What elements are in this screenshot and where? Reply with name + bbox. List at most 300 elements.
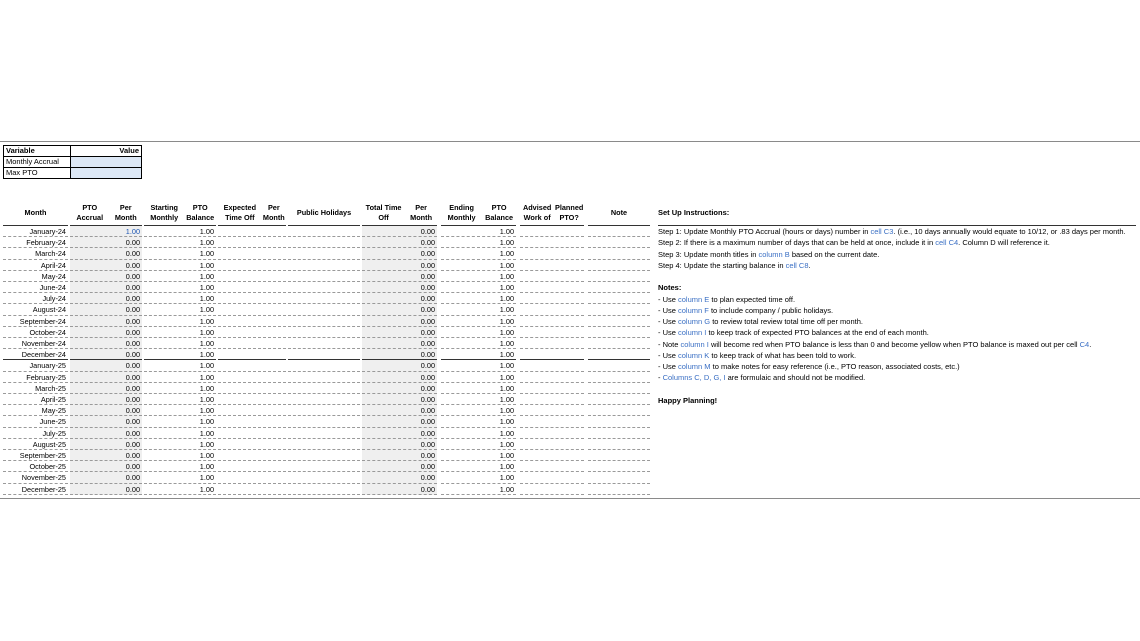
- cell-total-time-off[interactable]: 0.00: [362, 327, 437, 338]
- table-row: [0, 439, 650, 450]
- cell-expected-time-off[interactable]: [218, 237, 286, 248]
- cell-pto-accrual[interactable]: 1.00: [70, 226, 142, 237]
- instruction-text: to make notes for easy reference (i.e., PTO reason, associated costs, etc.): [710, 362, 960, 371]
- header-text: Month: [24, 207, 47, 217]
- cell-total-time-off[interactable]: 0.00: [362, 226, 437, 237]
- cell-advised-work[interactable]: [520, 461, 584, 472]
- cell-ending-balance[interactable]: 1.00: [441, 372, 516, 383]
- cell-pto-accrual[interactable]: 0.00: [70, 461, 142, 472]
- cell-ending-balance[interactable]: 1.00: [441, 360, 516, 371]
- cell-note[interactable]: [588, 439, 650, 450]
- cell-starting-balance[interactable]: 1.00: [144, 237, 216, 248]
- cell-ending-balance[interactable]: 1.00: [441, 450, 516, 461]
- cell-reference: column M: [678, 362, 711, 371]
- cell-ending-balance[interactable]: 1.00: [441, 304, 516, 315]
- cell-ending-balance[interactable]: 1.00: [441, 394, 516, 405]
- cell-advised-work[interactable]: [520, 360, 584, 371]
- cell-pto-accrual[interactable]: 0.00: [70, 338, 142, 349]
- note-line-6: [658, 350, 1138, 361]
- cell-total-time-off[interactable]: 0.00: [362, 282, 437, 293]
- cell-starting-balance[interactable]: 1.00: [144, 282, 216, 293]
- cell-month[interactable]: September-25: [3, 450, 68, 461]
- header-total-time-off: [362, 200, 437, 225]
- cell-total-time-off[interactable]: 0.00: [362, 372, 437, 383]
- cell-month[interactable]: December-24: [3, 349, 68, 360]
- note-line-7: [658, 361, 1138, 372]
- cell-ending-balance[interactable]: 1.00: [441, 316, 516, 327]
- cell-note[interactable]: [588, 327, 650, 338]
- cell-public-holidays[interactable]: [288, 394, 360, 405]
- cell-expected-time-off[interactable]: [218, 484, 286, 495]
- monthly-accrual-label: Monthly Accrual: [4, 157, 71, 168]
- cell-advised-work[interactable]: [520, 316, 584, 327]
- cell-note[interactable]: [588, 248, 650, 259]
- cell-total-time-off[interactable]: 0.00: [362, 304, 437, 315]
- cell-expected-time-off[interactable]: [218, 293, 286, 304]
- table-row: [0, 260, 650, 271]
- cell-pto-accrual[interactable]: 0.00: [70, 394, 142, 405]
- cell-ending-balance[interactable]: 1.00: [441, 282, 516, 293]
- cell-advised-work[interactable]: [520, 484, 584, 495]
- cell-ending-balance[interactable]: 1.00: [441, 327, 516, 338]
- cell-public-holidays[interactable]: [288, 439, 360, 450]
- cell-pto-accrual[interactable]: 0.00: [70, 450, 142, 461]
- cell-expected-time-off[interactable]: [218, 316, 286, 327]
- cell-advised-work[interactable]: [520, 394, 584, 405]
- cell-reference: column B: [758, 249, 790, 259]
- cell-starting-balance[interactable]: 1.00: [144, 472, 216, 483]
- table-row: [0, 484, 650, 495]
- cell-ending-balance[interactable]: 1.00: [441, 248, 516, 259]
- cell-pto-accrual[interactable]: 0.00: [70, 383, 142, 394]
- header-text: Advised Work of: [522, 202, 552, 222]
- cell-month[interactable]: July-25: [3, 428, 68, 439]
- instruction-text: .: [1089, 339, 1092, 349]
- cell-month[interactable]: August-25: [3, 439, 68, 450]
- cell-advised-work[interactable]: [520, 260, 584, 271]
- cell-public-holidays[interactable]: [288, 260, 360, 271]
- cell-ending-balance[interactable]: 1.00: [441, 484, 516, 495]
- cell-advised-work[interactable]: [520, 472, 584, 483]
- cell-total-time-off[interactable]: 0.00: [362, 439, 437, 450]
- note-line-3: [658, 316, 1138, 327]
- instruction-text: Step 4: Update the starting balance in: [658, 260, 786, 270]
- cell-reference: Columns C, D, G, I: [662, 373, 726, 383]
- step-line-3: [658, 249, 1138, 260]
- cell-public-holidays[interactable]: [288, 416, 360, 427]
- cell-public-holidays[interactable]: [288, 293, 360, 304]
- cell-note[interactable]: [588, 226, 650, 237]
- cell-expected-time-off[interactable]: [218, 226, 286, 237]
- cell-note[interactable]: [588, 372, 650, 383]
- cell-advised-work[interactable]: [520, 428, 584, 439]
- header-text: Ending Monthly: [447, 202, 476, 222]
- cell-public-holidays[interactable]: [288, 237, 360, 248]
- cell-public-holidays[interactable]: [288, 484, 360, 495]
- cell-month[interactable]: April-24: [3, 260, 68, 271]
- cell-expected-time-off[interactable]: [218, 349, 286, 360]
- cell-starting-balance[interactable]: 1.00: [144, 383, 216, 394]
- header-ending-balance: [441, 200, 516, 225]
- cell-advised-work[interactable]: [520, 372, 584, 383]
- cell-ending-balance[interactable]: 1.00: [441, 271, 516, 282]
- note-line-1: [658, 294, 1138, 305]
- cell-total-time-off[interactable]: 0.00: [362, 248, 437, 259]
- instructions-title: Set Up Instructions:: [658, 208, 730, 217]
- instruction-text: to keep track of expected PTO balances at the end of each month.: [706, 328, 929, 338]
- max-pto-input[interactable]: [71, 168, 142, 179]
- cell-starting-balance[interactable]: 1.00: [144, 260, 216, 271]
- cell-pto-accrual[interactable]: 0.00: [70, 349, 142, 360]
- cell-advised-work[interactable]: [520, 271, 584, 282]
- cell-month[interactable]: December-25: [3, 484, 68, 495]
- cell-note[interactable]: [588, 260, 650, 271]
- cell-month[interactable]: November-24: [3, 338, 68, 349]
- cell-total-time-off[interactable]: 0.00: [362, 428, 437, 439]
- table-row: [0, 316, 650, 327]
- cell-advised-work[interactable]: [520, 450, 584, 461]
- cell-pto-accrual[interactable]: 0.00: [70, 271, 142, 282]
- cell-total-time-off[interactable]: 0.00: [362, 383, 437, 394]
- table-row: [0, 472, 650, 483]
- cell-expected-time-off[interactable]: [218, 372, 286, 383]
- cell-expected-time-off[interactable]: [218, 271, 286, 282]
- cell-expected-time-off[interactable]: [218, 405, 286, 416]
- cell-public-holidays[interactable]: [288, 271, 360, 282]
- cell-starting-balance[interactable]: 1.00: [144, 271, 216, 282]
- cell-public-holidays[interactable]: [288, 349, 360, 360]
- notes-title: Notes:: [658, 283, 682, 293]
- table-row: [0, 293, 650, 304]
- instruction-text: Step 3: Update month titles in: [658, 249, 759, 259]
- cell-pto-accrual[interactable]: 0.00: [70, 405, 142, 416]
- cell-starting-balance[interactable]: 1.00: [144, 226, 216, 237]
- cell-month[interactable]: August-24: [3, 304, 68, 315]
- cell-month[interactable]: March-25: [3, 383, 68, 394]
- cell-advised-work[interactable]: [520, 327, 584, 338]
- instruction-steps: [658, 226, 1138, 271]
- cell-total-time-off[interactable]: 0.00: [362, 472, 437, 483]
- instruction-text: Step 1: Update Monthly PTO Accrual (hours or days) number in: [658, 227, 871, 236]
- cell-public-holidays[interactable]: [288, 360, 360, 371]
- header-text: Total Time Off: [365, 202, 402, 222]
- instruction-text: will become red when PTO balance is less than 0 and become yellow when PTO balance is maxed out per cell: [708, 339, 1080, 349]
- cell-starting-balance[interactable]: 1.00: [144, 360, 216, 371]
- cell-advised-work[interactable]: [520, 304, 584, 315]
- cell-total-time-off[interactable]: 0.00: [362, 260, 437, 271]
- cell-note[interactable]: [588, 338, 650, 349]
- cell-pto-accrual[interactable]: 0.00: [70, 360, 142, 371]
- cell-pto-accrual[interactable]: 0.00: [70, 293, 142, 304]
- table-row: [0, 383, 650, 394]
- cell-pto-accrual[interactable]: 0.00: [70, 248, 142, 259]
- cell-note[interactable]: [588, 416, 650, 427]
- table-row: [0, 416, 650, 427]
- cell-note[interactable]: [588, 349, 650, 360]
- instruction-text: to review total review total time off per month.: [710, 317, 863, 326]
- instruction-text: .: [808, 260, 811, 270]
- cell-advised-work[interactable]: [520, 338, 584, 349]
- monthly-accrual-input[interactable]: [71, 157, 142, 168]
- cell-advised-work[interactable]: [520, 349, 584, 360]
- cell-expected-time-off[interactable]: [218, 461, 286, 472]
- cell-month[interactable]: October-25: [3, 461, 68, 472]
- cell-total-time-off[interactable]: 0.00: [362, 237, 437, 248]
- instruction-text: . Column D will reference it.: [958, 238, 1050, 248]
- cell-starting-balance[interactable]: 1.00: [144, 428, 216, 439]
- cell-starting-balance[interactable]: 1.00: [144, 405, 216, 416]
- step-line-4: [658, 260, 1138, 271]
- instruction-text: - Use: [658, 294, 679, 304]
- cell-starting-balance[interactable]: 1.00: [144, 461, 216, 472]
- cell-public-holidays[interactable]: [288, 316, 360, 327]
- cell-pto-accrual[interactable]: 0.00: [70, 237, 142, 248]
- instruction-text: - Use: [658, 350, 679, 360]
- cell-reference: column E: [678, 294, 710, 304]
- top-divider: [0, 141, 1140, 142]
- cell-total-time-off[interactable]: 0.00: [362, 450, 437, 461]
- header-text: Per Month: [114, 202, 137, 222]
- cell-expected-time-off[interactable]: [218, 260, 286, 271]
- cell-ending-balance[interactable]: 1.00: [441, 416, 516, 427]
- cell-starting-balance[interactable]: 1.00: [144, 293, 216, 304]
- cell-month[interactable]: September-24: [3, 316, 68, 327]
- cell-note[interactable]: [588, 484, 650, 495]
- cell-public-holidays[interactable]: [288, 338, 360, 349]
- cell-expected-time-off[interactable]: [218, 282, 286, 293]
- header-text: Planned PTO?: [554, 202, 584, 222]
- cell-total-time-off[interactable]: 0.00: [362, 293, 437, 304]
- cell-advised-work[interactable]: [520, 226, 584, 237]
- cell-total-time-off[interactable]: 0.00: [362, 338, 437, 349]
- cell-pto-accrual[interactable]: 0.00: [70, 260, 142, 271]
- note-line-2: [658, 305, 1138, 316]
- max-pto-row: [4, 168, 142, 179]
- cell-pto-accrual[interactable]: 0.00: [70, 416, 142, 427]
- cell-starting-balance[interactable]: 1.00: [144, 372, 216, 383]
- cell-note[interactable]: [588, 383, 650, 394]
- cell-ending-balance[interactable]: 1.00: [441, 338, 516, 349]
- cell-pto-accrual[interactable]: 0.00: [70, 428, 142, 439]
- cell-starting-balance[interactable]: 1.00: [144, 484, 216, 495]
- instruction-text: - Note: [658, 339, 681, 349]
- header-pto-accrual: [70, 200, 142, 225]
- cell-ending-balance[interactable]: 1.00: [441, 472, 516, 483]
- cell-pto-accrual[interactable]: 0.00: [70, 304, 142, 315]
- cell-expected-time-off[interactable]: [218, 304, 286, 315]
- cell-public-holidays[interactable]: [288, 383, 360, 394]
- cell-starting-balance[interactable]: 1.00: [144, 450, 216, 461]
- cell-reference: column G: [678, 317, 711, 326]
- table-row: [0, 304, 650, 315]
- cell-public-holidays[interactable]: [288, 450, 360, 461]
- cell-starting-balance[interactable]: 1.00: [144, 304, 216, 315]
- cell-public-holidays[interactable]: [288, 405, 360, 416]
- cell-total-time-off[interactable]: 0.00: [362, 360, 437, 371]
- cell-note[interactable]: [588, 450, 650, 461]
- cell-reference: C4: [1079, 339, 1090, 349]
- variables-table: [3, 145, 142, 179]
- cell-starting-balance[interactable]: 1.00: [144, 248, 216, 259]
- cell-expected-time-off[interactable]: [218, 428, 286, 439]
- cell-advised-work[interactable]: [520, 416, 584, 427]
- cell-month[interactable]: April-25: [3, 394, 68, 405]
- table-row: [0, 282, 650, 293]
- table-row: [0, 271, 650, 282]
- table-row: [0, 394, 650, 405]
- cell-advised-work[interactable]: [520, 237, 584, 248]
- table-row: [0, 327, 650, 338]
- instruction-text: - Use: [658, 362, 679, 371]
- cell-total-time-off[interactable]: 0.00: [362, 416, 437, 427]
- cell-starting-balance[interactable]: 1.00: [144, 327, 216, 338]
- cell-note[interactable]: [588, 293, 650, 304]
- cell-note[interactable]: [588, 405, 650, 416]
- cell-public-holidays[interactable]: [288, 372, 360, 383]
- cell-ending-balance[interactable]: 1.00: [441, 260, 516, 271]
- cell-ending-balance[interactable]: 1.00: [441, 383, 516, 394]
- cell-expected-time-off[interactable]: [218, 439, 286, 450]
- header-text: Expected Time Off: [223, 202, 257, 222]
- cell-note[interactable]: [588, 316, 650, 327]
- monthly-accrual-row: [4, 157, 142, 168]
- cell-month[interactable]: February-25: [3, 372, 68, 383]
- cell-month[interactable]: March-24: [3, 248, 68, 259]
- cell-ending-balance[interactable]: 1.00: [441, 237, 516, 248]
- variable-header: Variable: [4, 146, 71, 157]
- table-row: [0, 226, 650, 237]
- step-line-1: [658, 226, 1138, 237]
- header-expected-time-off: [218, 200, 286, 225]
- cell-total-time-off[interactable]: 0.00: [362, 394, 437, 405]
- cell-note[interactable]: [588, 237, 650, 248]
- cell-ending-balance[interactable]: 1.00: [441, 428, 516, 439]
- cell-month[interactable]: June-24: [3, 282, 68, 293]
- cell-note[interactable]: [588, 472, 650, 483]
- cell-public-holidays[interactable]: [288, 327, 360, 338]
- cell-total-time-off[interactable]: 0.00: [362, 316, 437, 327]
- cell-public-holidays[interactable]: [288, 428, 360, 439]
- cell-pto-accrual[interactable]: 0.00: [70, 472, 142, 483]
- cell-public-holidays[interactable]: [288, 226, 360, 237]
- cell-advised-work[interactable]: [520, 293, 584, 304]
- cell-total-time-off[interactable]: 0.00: [362, 405, 437, 416]
- value-header: Value: [71, 146, 142, 157]
- cell-month[interactable]: May-25: [3, 405, 68, 416]
- cell-ending-balance[interactable]: 1.00: [441, 405, 516, 416]
- cell-expected-time-off[interactable]: [218, 360, 286, 371]
- cell-reference: column I: [678, 328, 707, 338]
- cell-month[interactable]: February-24: [3, 237, 68, 248]
- table-row: [0, 461, 650, 472]
- max-pto-label: Max PTO: [4, 168, 71, 179]
- cell-expected-time-off[interactable]: [218, 338, 286, 349]
- table-row: [0, 405, 650, 416]
- cell-month[interactable]: October-24: [3, 327, 68, 338]
- cell-month[interactable]: November-25: [3, 472, 68, 483]
- cell-reference: column K: [678, 350, 710, 360]
- cell-ending-balance[interactable]: 1.00: [441, 293, 516, 304]
- note-line-5: [658, 339, 1138, 350]
- cell-reference: column F: [678, 305, 709, 315]
- cell-starting-balance[interactable]: 1.00: [144, 439, 216, 450]
- header-public-holidays: [288, 200, 360, 225]
- cell-ending-balance[interactable]: 1.00: [441, 439, 516, 450]
- cell-public-holidays[interactable]: [288, 461, 360, 472]
- instruction-text: are formulaic and should not be modified.: [725, 373, 866, 383]
- cell-note[interactable]: [588, 360, 650, 371]
- cell-starting-balance[interactable]: 1.00: [144, 394, 216, 405]
- cell-pto-accrual[interactable]: 0.00: [70, 327, 142, 338]
- cell-reference: column I: [680, 339, 709, 349]
- cell-expected-time-off[interactable]: [218, 472, 286, 483]
- cell-starting-balance[interactable]: 1.00: [144, 316, 216, 327]
- cell-total-time-off[interactable]: 0.00: [362, 484, 437, 495]
- cell-public-holidays[interactable]: [288, 304, 360, 315]
- cell-expected-time-off[interactable]: [218, 383, 286, 394]
- cell-ending-balance[interactable]: 1.00: [441, 226, 516, 237]
- cell-total-time-off[interactable]: 0.00: [362, 461, 437, 472]
- cell-note[interactable]: [588, 461, 650, 472]
- cell-note[interactable]: [588, 394, 650, 405]
- cell-pto-accrual[interactable]: 0.00: [70, 282, 142, 293]
- cell-public-holidays[interactable]: [288, 472, 360, 483]
- table-row: [0, 372, 650, 383]
- cell-month[interactable]: January-25: [3, 360, 68, 371]
- cell-expected-time-off[interactable]: [218, 394, 286, 405]
- cell-starting-balance[interactable]: 1.00: [144, 349, 216, 360]
- cell-expected-time-off[interactable]: [218, 450, 286, 461]
- cell-total-time-off[interactable]: 0.00: [362, 349, 437, 360]
- cell-pto-accrual[interactable]: 0.00: [70, 372, 142, 383]
- cell-note[interactable]: [588, 282, 650, 293]
- cell-ending-balance[interactable]: 1.00: [441, 349, 516, 360]
- cell-month[interactable]: May-24: [3, 271, 68, 282]
- cell-advised-work[interactable]: [520, 383, 584, 394]
- cell-expected-time-off[interactable]: [218, 248, 286, 259]
- cell-advised-work[interactable]: [520, 248, 584, 259]
- cell-pto-accrual[interactable]: 0.00: [70, 439, 142, 450]
- cell-public-holidays[interactable]: [288, 248, 360, 259]
- cell-public-holidays[interactable]: [288, 282, 360, 293]
- cell-pto-accrual[interactable]: 0.00: [70, 316, 142, 327]
- header-note: [588, 200, 650, 225]
- cell-pto-accrual[interactable]: 0.00: [70, 484, 142, 495]
- instruction-text: Step 2: If there is a maximum number of days that can be held at once, include it in: [658, 238, 936, 248]
- bottom-divider: [0, 498, 1140, 499]
- cell-note[interactable]: [588, 428, 650, 439]
- cell-expected-time-off[interactable]: [218, 416, 286, 427]
- instruction-text: - Use: [658, 305, 679, 315]
- cell-month[interactable]: January-24: [3, 226, 68, 237]
- header-text: Public Holidays: [296, 207, 352, 217]
- cell-note[interactable]: [588, 271, 650, 282]
- cell-advised-work[interactable]: [520, 439, 584, 450]
- instruction-notes: [658, 294, 1138, 384]
- cell-total-time-off[interactable]: 0.00: [362, 271, 437, 282]
- cell-note[interactable]: [588, 304, 650, 315]
- cell-advised-work[interactable]: [520, 282, 584, 293]
- table-row: [0, 450, 650, 461]
- cell-ending-balance[interactable]: 1.00: [441, 461, 516, 472]
- cell-starting-balance[interactable]: 1.00: [144, 338, 216, 349]
- cell-starting-balance[interactable]: 1.00: [144, 416, 216, 427]
- cell-expected-time-off[interactable]: [218, 327, 286, 338]
- instruction-text: -: [658, 373, 663, 383]
- cell-month[interactable]: June-25: [3, 416, 68, 427]
- cell-month[interactable]: July-24: [3, 293, 68, 304]
- cell-advised-work[interactable]: [520, 405, 584, 416]
